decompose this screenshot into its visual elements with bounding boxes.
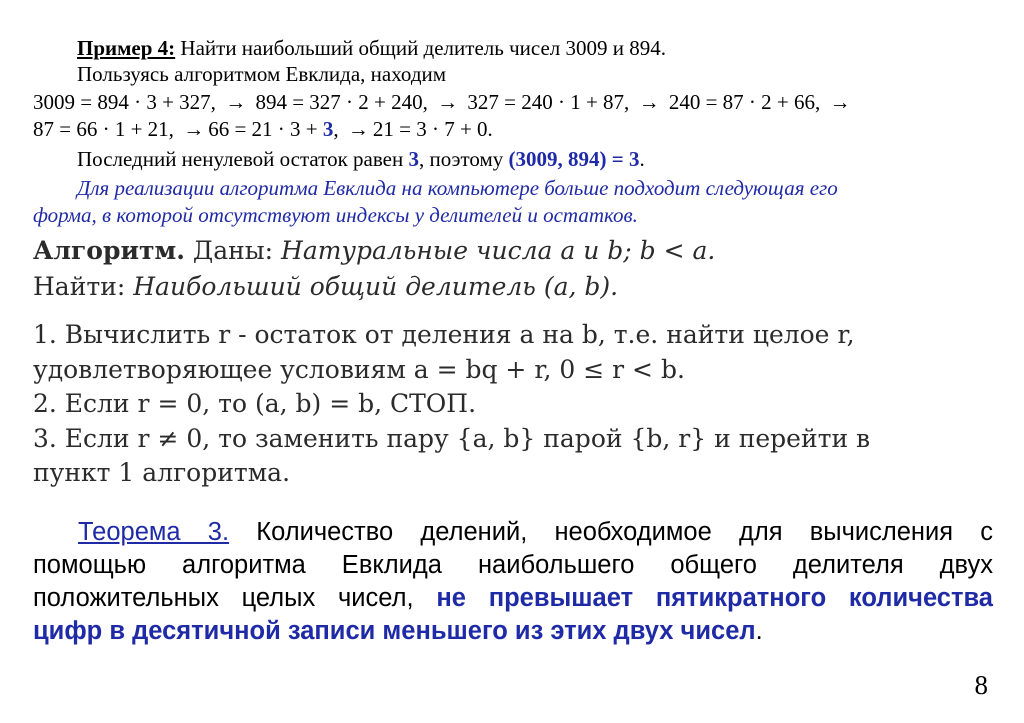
equation-line-2: [33, 117, 493, 141]
arrow-icon: →: [183, 117, 205, 141]
algorithm-title: Алгоритм.: [33, 236, 185, 265]
algorithm-find-text: Наибольший общий делитель (a, b).: [133, 272, 619, 301]
theorem-line-3: [33, 582, 993, 615]
equation: 66 = 21 · 3 +: [208, 117, 323, 141]
theorem-text: положительных целых чисел,: [33, 584, 437, 612]
equation: 894 = 327 · 2 + 240,: [255, 90, 428, 114]
algorithm-given: Натуральные числа a и b; b < a.: [281, 236, 716, 265]
algorithm-step-3: 3. Если r ≠ 0, то заменить пару {a, b} парой {b, r} и перейти в: [33, 424, 871, 453]
algorithm-find-label: Найти:: [33, 272, 126, 301]
example-task: Найти наибольший общий делитель чисел 3009 и 894.: [175, 36, 666, 60]
arrow-icon: →: [347, 117, 369, 141]
conclusion-value: 3: [408, 147, 419, 171]
arrow-icon: →: [225, 90, 247, 114]
theorem-line-4: [33, 615, 993, 648]
theorem-line-1: [33, 516, 993, 549]
equation: 240 = 87 · 2 + 66,: [668, 90, 821, 114]
page-number: 8: [974, 670, 988, 700]
note-line-2: форма, в которой отсутствуют индексы у делителей и остатков.: [33, 203, 638, 227]
note-line-1: Для реализации алгоритма Евклида на компьютере больше подходит следующая его: [77, 176, 838, 200]
theorem-text: Количество делений, необходимое для вычисления с: [229, 518, 994, 546]
equation-remainder: 3: [322, 117, 334, 141]
algorithm-step-1-cont: удовлетворяющее условиям a = bq + r, 0 ≤ r < b.: [33, 355, 685, 384]
algorithm-given-label: Даны:: [192, 236, 274, 265]
equation: 3009 = 894 · 3 + 327,: [33, 90, 216, 114]
equation: 21 = 3 · 7 + 0.: [372, 117, 493, 141]
equation-line-1: [33, 90, 855, 114]
theorem-line-2: помощью алгоритма Евклида наибольшего общего делителя двух: [33, 551, 993, 579]
arrow-icon: →: [829, 90, 851, 114]
conclusion-text: .: [639, 147, 645, 171]
example-label: Пример 4:: [77, 36, 176, 60]
theorem-emphasis: цифр в десятичной записи меньшего из этих двух чисел: [33, 617, 756, 645]
theorem-text: .: [755, 617, 763, 645]
theorem: [33, 516, 993, 648]
equation: 327 = 240 · 1 + 87,: [467, 90, 630, 114]
arrow-icon: →: [437, 90, 459, 114]
algorithm-step-3-cont: пункт 1 алгоритма.: [33, 458, 291, 487]
theorem-emphasis: не превышает пятикратного количества: [436, 584, 993, 612]
example-title: [77, 36, 666, 60]
arrow-icon: →: [638, 90, 660, 114]
conclusion-text: , поэтому: [418, 147, 509, 171]
theorem-label: Теорема 3.: [78, 518, 230, 546]
example-conclusion: [77, 147, 645, 171]
algorithm-step-2: 2. Если r = 0, то (a, b) = b, СТОП.: [33, 389, 477, 418]
conclusion-text: Последний ненулевой остаток равен: [77, 147, 409, 171]
conclusion-result: (3009, 894) = 3: [508, 147, 640, 171]
algorithm-header: [33, 236, 715, 266]
equation-separator: ,: [333, 117, 339, 141]
example-intro: Пользуясь алгоритмом Евклида, находим: [77, 62, 447, 86]
algorithm-step-1: 1. Вычислить r - остаток от деления a на b, т.е. найти целое r,: [33, 320, 855, 349]
equation: 87 = 66 · 1 + 21,: [33, 117, 174, 141]
algorithm-find: [33, 272, 618, 302]
